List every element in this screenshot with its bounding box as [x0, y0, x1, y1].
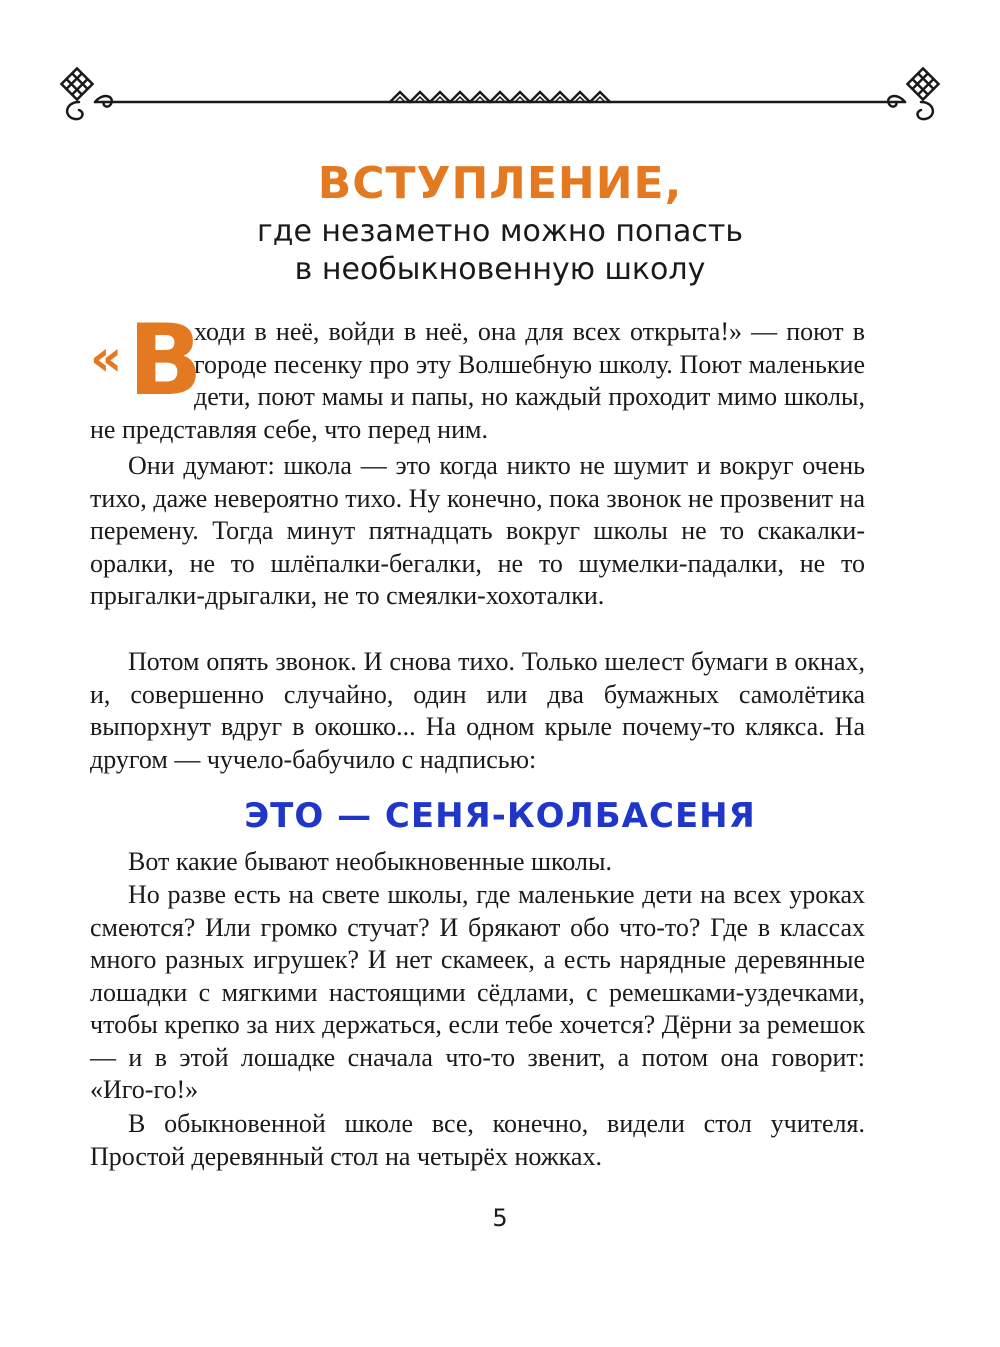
- inscription-heading: ЭТО — СЕНЯ-КОЛБАСЕНЯ: [244, 796, 756, 836]
- paragraph-3: Потом опять звонок. И снова тихо. Только шелест бумаги в окнах, и, совершенно случайно, один или два бумажных самолётика выпорхнут вдруг в окошко... На одном крыле почему-то клякса. На другом — чучело-бабучило с надписью:: [90, 647, 865, 774]
- drop-cap-letter: В: [128, 304, 203, 418]
- chapter-subtitle-line-1: где незаметно можно попасть: [256, 214, 744, 249]
- paragraph-1: [90, 304, 865, 446]
- drop-cap-quote-mark: «: [90, 329, 123, 387]
- page-number: 5: [492, 1204, 508, 1232]
- paragraph-2: Они думают: школа — это когда никто не шумит и вокруг очень тихо, даже невероятно тихо. Ну конечно, пока звонок не прозвенит на перемену. Тогда минут пятнадцать вокруг школы не то скакалки-оралки, не то шлёпалки-бегалки, не то шумелки-падалки, не то прыгалки-дрыгалки, не то смеялки-хохоталки.: [90, 451, 865, 610]
- drop-cap-block: [90, 304, 203, 418]
- paragraph-4: Вот какие бывают необыкновенные школы.: [128, 847, 612, 876]
- paragraph-5: Но разве есть на свете школы, где маленькие дети на всех уроках смеются? Или громко стучат? И брякают обо что-то? Где в классах много разных игрушек? И нет скамеек, а есть нарядные деревянные лошадки с мягкими настоящими сёдлами, с ремешками-уздечками, чтобы крепко за них держаться, если тебе хочется? Дёрни за ремешок — и в этой лошадке сначала что-то звенит, а потом она говорит: «Иго-го!»: [90, 880, 865, 1104]
- chapter-subtitle-line-2: в необыкновенную школу: [294, 252, 706, 287]
- paragraph-6: В обыкновенной школе все, конечно, видели стол учителя. Простой деревянный стол на четырёх ножках.: [90, 1109, 865, 1171]
- decorative-header-ornament: [55, 62, 945, 132]
- paragraph-1-text: ходи в неё, войди в неё, она для всех открыта!» — поют в городе песенку про эту Волшебную школу. Поют маленькие дети, поют мамы и папы, но каждый проходит мимо школы, не представляя себе, что перед ним.: [90, 317, 865, 444]
- chapter-title: ВСТУПЛЕНИЕ,: [317, 158, 683, 209]
